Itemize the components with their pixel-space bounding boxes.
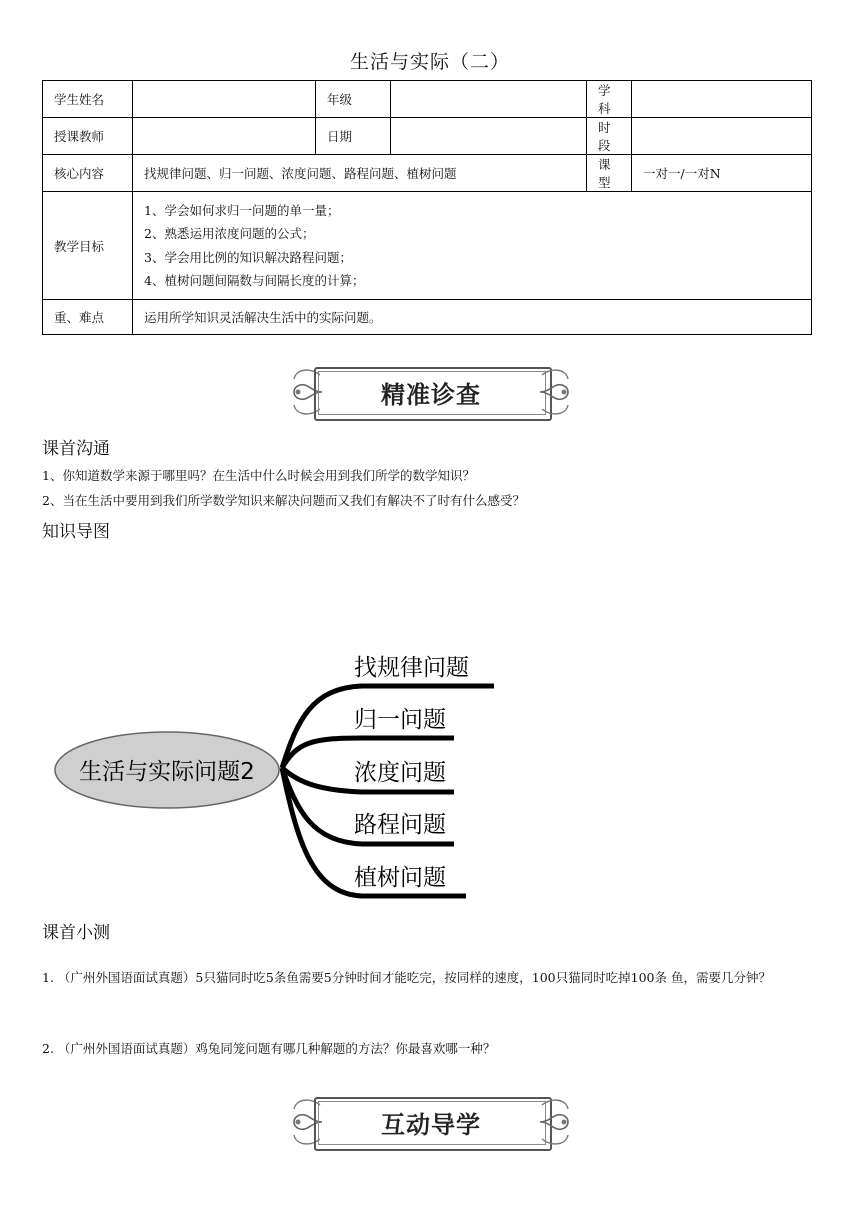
info-table bbox=[42, 80, 812, 335]
table-row bbox=[43, 155, 812, 192]
date-field[interactable] bbox=[391, 118, 587, 155]
mind-map-branch: 浓度问题 bbox=[354, 760, 446, 786]
mind-map-branch: 路程问题 bbox=[354, 812, 446, 838]
lesson-type-label: 课型 bbox=[587, 155, 632, 192]
key-points-value: 运用所学知识灵活解决生活中的实际问题。 bbox=[133, 300, 812, 335]
mind-map bbox=[42, 630, 522, 910]
section-heading-mind-map: 知识导图 bbox=[42, 522, 110, 542]
date-label: 日期 bbox=[316, 118, 391, 155]
period-field[interactable] bbox=[632, 118, 812, 155]
teacher-field[interactable] bbox=[133, 118, 316, 155]
student-name-label: 学生姓名 bbox=[43, 81, 133, 118]
goal-item: 3、学会用比例的知识解决路程问题； bbox=[144, 249, 352, 265]
student-name-field[interactable] bbox=[133, 81, 316, 118]
core-content-value: 找规律问题、归一问题、浓度问题、路程问题、植树问题 bbox=[133, 155, 587, 192]
goal-item: 2、熟悉运用浓度问题的公式； bbox=[144, 226, 315, 241]
quiz-question-1: 1. （广州外国语面试真题）5只猫同时吃5条鱼需要5分钟时间才能吃完，按同样的速度，100只猫同时吃掉100条 鱼，需要几分钟？ bbox=[42, 970, 771, 985]
table-row bbox=[43, 300, 812, 335]
page-title: 生活与实际（二） bbox=[349, 51, 510, 73]
section-banner-diagnosis bbox=[286, 361, 576, 423]
table-row bbox=[43, 118, 812, 155]
teaching-goal-list bbox=[133, 192, 812, 300]
lesson-type-value: 一对一/一对N bbox=[632, 155, 812, 192]
core-content-label: 核心内容 bbox=[43, 155, 133, 192]
banner-title: 互动导学 bbox=[381, 1111, 481, 1139]
mind-map-branch: 归一问题 bbox=[354, 707, 446, 733]
banner-title: 精准诊查 bbox=[381, 381, 481, 409]
table-row bbox=[43, 81, 812, 118]
mind-map-center: 生活与实际问题2 bbox=[79, 759, 255, 785]
grade-label: 年级 bbox=[316, 81, 391, 118]
section-heading-quiz: 课首小测 bbox=[42, 923, 110, 943]
period-label: 时段 bbox=[587, 118, 632, 155]
mind-map-branch: 找规律问题 bbox=[354, 655, 469, 681]
list-item: 1、你知道数学来源于哪里吗？在生活中什么时候会用到我们所学的数学知识？ bbox=[42, 468, 475, 483]
teacher-label: 授课教师 bbox=[43, 118, 133, 155]
table-row bbox=[43, 192, 812, 300]
list-item: 2、当在生活中要用到我们所学数学知识来解决问题而又我们有解决不了时有什么感受？ bbox=[42, 493, 525, 508]
subject-field[interactable] bbox=[632, 81, 812, 118]
section-heading-pre-talk: 课首沟通 bbox=[42, 439, 110, 459]
grade-field[interactable] bbox=[391, 81, 587, 118]
teaching-goal-label: 教学目标 bbox=[43, 192, 133, 300]
key-points-label: 重、难点 bbox=[43, 300, 133, 335]
section-banner-interactive bbox=[286, 1091, 576, 1153]
goal-item: 4、植树问题间隔数与间隔长度的计算； bbox=[144, 273, 365, 288]
subject-label: 学科 bbox=[587, 81, 632, 118]
goal-item: 1、学会如何求归一问题的单一量； bbox=[144, 202, 340, 218]
quiz-question-2: 2. （广州外国语面试真题）鸡兔同笼问题有哪几种解题的方法？你最喜欢哪一种？ bbox=[42, 1041, 496, 1056]
mind-map-branch: 植树问题 bbox=[354, 865, 446, 891]
